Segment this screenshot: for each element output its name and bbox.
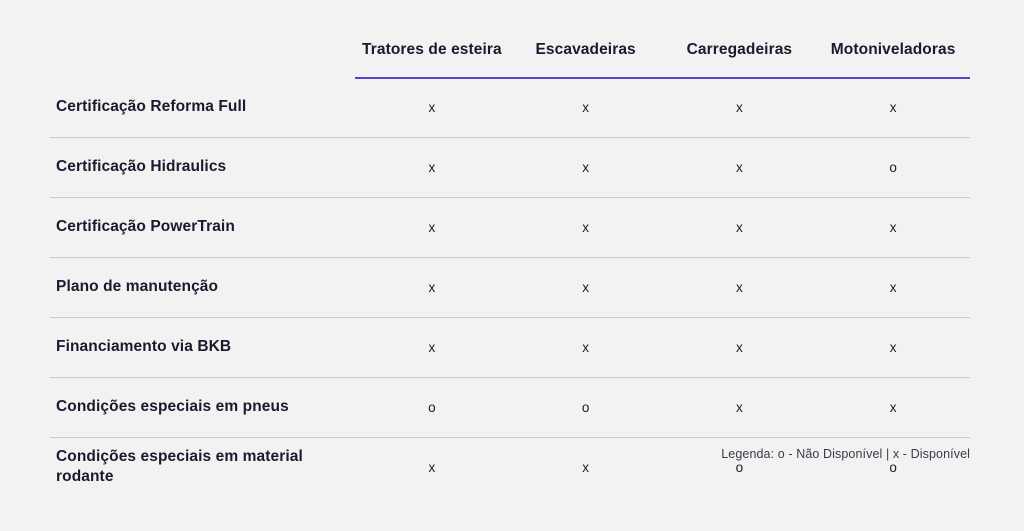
cell-hidraulics-escavadeiras: x <box>509 137 663 197</box>
cell-material-rodante-carregadeiras: o <box>735 459 744 475</box>
cell-powertrain-motoniveladoras: x <box>816 197 970 257</box>
table-row <box>50 257 970 317</box>
cell-material-rodante-motoniveladoras: o <box>889 459 897 475</box>
table-header <box>50 40 970 78</box>
table-row <box>50 137 970 197</box>
table-body <box>50 78 970 497</box>
column-header-escavadeiras: Escavadeiras <box>509 40 663 78</box>
cell-pneus-motoniveladoras: x <box>816 377 970 437</box>
cell-pneus-tratores: o <box>355 377 509 437</box>
cell-material-rodante-tratores: x <box>428 459 436 475</box>
row-label-condicoes-especiais-material-rodante: Condições especiais em material rodante <box>56 448 303 486</box>
cell-powertrain-tratores: x <box>355 197 509 257</box>
row-label-certificacao-powertrain: Certificação PowerTrain <box>50 197 355 257</box>
row-label-plano-de-manutencao: Plano de manutenção <box>50 257 355 317</box>
cell-reforma-full-carregadeiras: x <box>663 78 817 138</box>
table-row <box>50 197 970 257</box>
table-container <box>50 40 970 497</box>
cell-plano-manutencao-tratores: x <box>355 257 509 317</box>
cell-financiamento-motoniveladoras: x <box>816 317 970 377</box>
table-row <box>50 317 970 377</box>
legend-text: Legenda: o - Não Disponível | x - Disponível <box>721 447 970 461</box>
cell-material-rodante-escavadeiras: x <box>582 459 589 475</box>
cell-powertrain-carregadeiras: x <box>663 197 817 257</box>
row-label-certificacao-hidraulics: Certificação Hidraulics <box>50 137 355 197</box>
column-header-tratores-de-esteira: Tratores de esteira <box>355 40 509 78</box>
cell-pneus-escavadeiras: o <box>509 377 663 437</box>
cell-financiamento-carregadeiras: x <box>663 317 817 377</box>
row-label-financiamento-via-bkb: Financiamento via BKB <box>50 317 355 377</box>
cell-financiamento-tratores: x <box>355 317 509 377</box>
row-label-certificacao-reforma-full: Certificação Reforma Full <box>50 78 355 138</box>
cell-plano-manutencao-motoniveladoras: x <box>816 257 970 317</box>
row-label-condicoes-especiais-pneus: Condições especiais em pneus <box>50 377 355 437</box>
table-row <box>50 78 970 138</box>
cell-plano-manutencao-carregadeiras: x <box>663 257 817 317</box>
header-row <box>50 40 970 78</box>
cell-hidraulics-carregadeiras: x <box>663 137 817 197</box>
cell-reforma-full-tratores: x <box>355 78 509 138</box>
cell-reforma-full-escavadeiras: x <box>509 78 663 138</box>
cell-pneus-carregadeiras: x <box>663 377 817 437</box>
column-header-motoniveladoras: Motoniveladoras <box>816 40 970 78</box>
cell-hidraulics-motoniveladoras: o <box>816 137 970 197</box>
table-row <box>50 377 970 437</box>
cell-financiamento-escavadeiras: x <box>509 317 663 377</box>
cell-reforma-full-motoniveladoras: x <box>816 78 970 138</box>
row-header-blank <box>50 40 355 78</box>
cell-powertrain-escavadeiras: x <box>509 197 663 257</box>
comparison-table <box>50 40 970 497</box>
cell-plano-manutencao-escavadeiras: x <box>509 257 663 317</box>
cell-hidraulics-tratores: x <box>355 137 509 197</box>
column-header-carregadeiras: Carregadeiras <box>663 40 817 78</box>
